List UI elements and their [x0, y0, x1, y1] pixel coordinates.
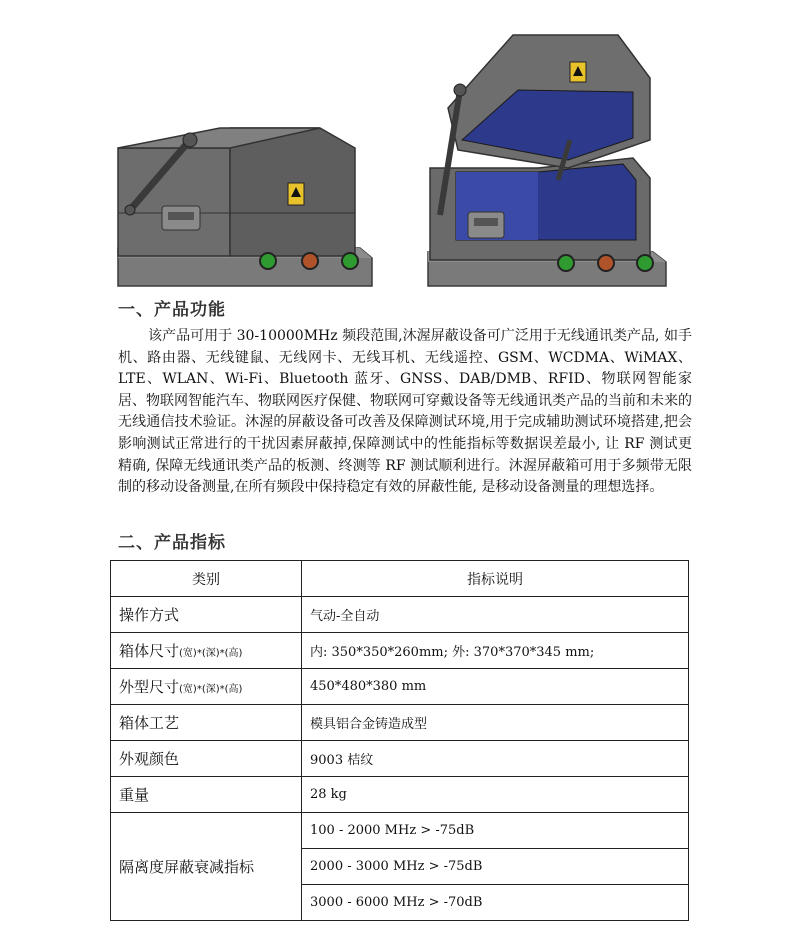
table-row: [111, 597, 689, 633]
label-unit: (宽)*(深)*(高): [179, 684, 243, 695]
row-label: 重量: [111, 777, 302, 813]
table-row: [111, 669, 689, 705]
label-text: 箱体尺寸: [119, 642, 180, 660]
shield-box-closed-image: [110, 118, 375, 288]
row-value: 2000 - 3000 MHz > -75dB: [302, 849, 689, 885]
product-figures: [0, 0, 800, 295]
row-value: 模具铝合金铸造成型: [302, 705, 689, 741]
spec-table: [110, 560, 689, 921]
table-row: [111, 777, 689, 813]
section-heading-product-function: 一、产品功能: [118, 300, 226, 320]
row-label: 操作方式: [111, 597, 302, 633]
row-label: [111, 669, 302, 705]
shield-box-open-image: [418, 30, 668, 288]
row-value: 内: 350*350*260mm; 外: 370*370*345 mm;: [302, 633, 689, 669]
section-heading-product-specs: 二、产品指标: [118, 533, 226, 553]
label-unit: (宽)*(深)*(高): [179, 648, 243, 659]
row-label: 外观颜色: [111, 741, 302, 777]
header-description: 指标说明: [302, 561, 689, 597]
table-row: [111, 741, 689, 777]
row-value: 气动-全自动: [302, 597, 689, 633]
table-row: [111, 705, 689, 741]
label-text: 外型尺寸: [119, 678, 180, 696]
row-value: 3000 - 6000 MHz > -70dB: [302, 885, 689, 921]
row-value: 450*480*380 mm: [302, 669, 689, 705]
row-label: 箱体工艺: [111, 705, 302, 741]
intro-text: 该产品可用于 30-10000MHz 频段范围,沐渥屏蔽设备可广泛用于无线通讯类产品, 如手机、路由器、无线键鼠、无线网卡、无线耳机、无线遥控、GSM、WCDMA、WiMAX、LTE、WLAN、Wi-Fi、Bluetooth 蓝牙、GNSS、DAB/DMB、RFID、物联网智能家居、物联网智能汽车、物联网医疗保健、物联网可穿戴设备等无线通讯类产品的当前和未来的无线通信技术验证。沐渥的屏蔽设备可改善及保障测试环境,用于完成辅助测试环境搭建,把会影响测试正常进行的干扰因素屏蔽掉,保障测试中的性能指标等数据误差最小, 让 RF 测试更精确, 保障无线通讯类产品的板测、终测等 RF 测试顺利进行。沐渥屏蔽箱可用于多频带无限制的移动设备测量,在所有频段中保持稳定有效的屏蔽性能, 是移动设备测量的理想选择。: [118, 328, 692, 496]
table-header-row: [111, 561, 689, 597]
row-label: 隔离度屏蔽衰减指标: [111, 813, 302, 921]
intro-paragraph: [118, 326, 692, 499]
row-value: 9003 桔纹: [302, 741, 689, 777]
table-row: [111, 633, 689, 669]
table-row: [111, 813, 689, 849]
header-category: 类别: [111, 561, 302, 597]
row-label: [111, 633, 302, 669]
row-value: 28 kg: [302, 777, 689, 813]
row-value: 100 - 2000 MHz > -75dB: [302, 813, 689, 849]
